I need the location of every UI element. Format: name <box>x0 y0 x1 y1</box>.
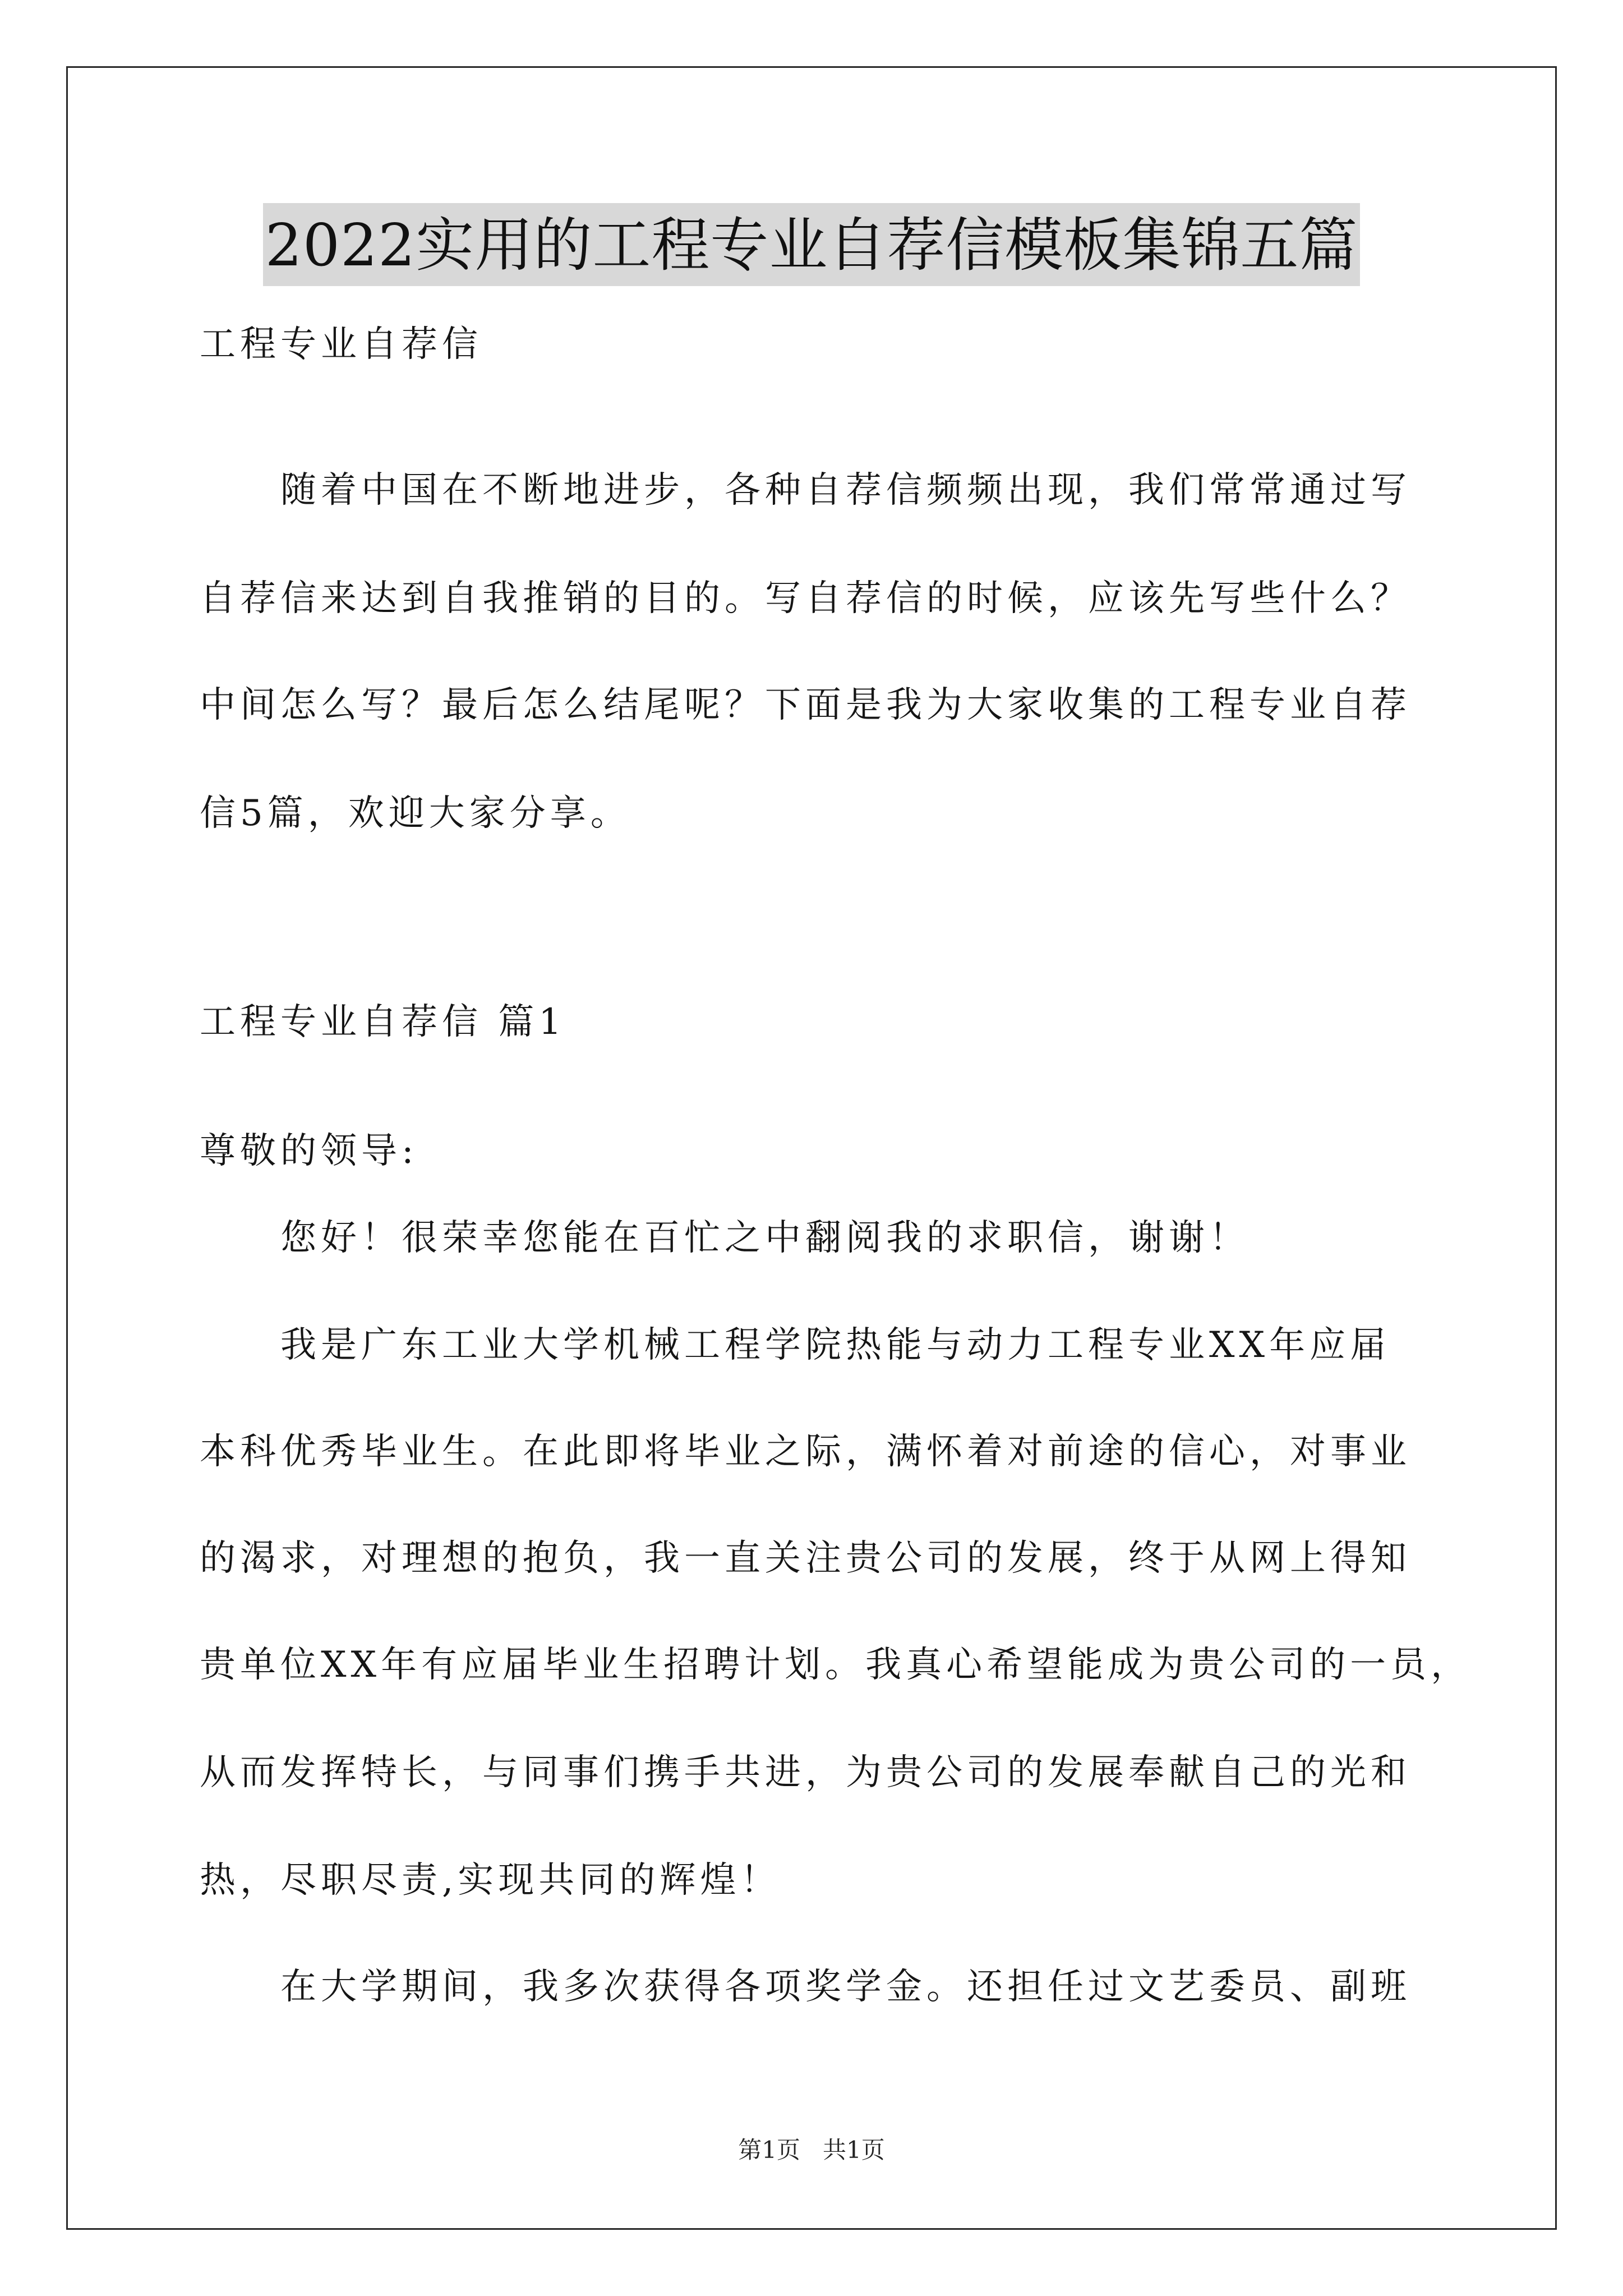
paragraph-line: 信5篇，欢迎大家分享。 <box>200 793 631 834</box>
page-footer: 第1页 共1页 <box>738 2136 885 2164</box>
paragraph-line: 本科优秀毕业生。在此即将毕业之际，满怀着对前途的信心，对事业 <box>200 1431 1411 1473</box>
paragraph-line: 贵单位XX年有应届毕业生招聘计划。我真心希望能成为贵公司的一员， <box>200 1644 1472 1686</box>
paragraph-line: 从而发挥特长，与同事们携手共进，为贵公司的发展奉献自己的光和 <box>200 1752 1411 1793</box>
salutation: 尊敬的领导: <box>200 1130 418 1172</box>
paragraph-line: 的渴求，对理想的抱负，我一直关注贵公司的发展，终于从网上得知 <box>200 1538 1411 1579</box>
paragraph-line: 在大学期间，我多次获得各项奖学金。还担任过文艺委员、副班 <box>280 1966 1411 2008</box>
paragraph-line: 热，尽职尽责,实现共同的辉煌！ <box>200 1860 781 1901</box>
paragraph-line: 自荐信来达到自我推销的目的。写自荐信的时候，应该先写些什么？ <box>200 578 1411 619</box>
document-title: 2022实用的工程专业自荐信模板集锦五篇 <box>263 203 1361 286</box>
section-heading: 工程专业自荐信 <box>200 324 482 365</box>
paragraph-line: 随着中国在不断地进步，各种自荐信频频出现，我们常常通过写 <box>280 470 1411 511</box>
letter-heading: 工程专业自荐信 篇1 <box>200 1001 566 1043</box>
paragraph-line: 中间怎么写？最后怎么结尾呢？下面是我为大家收集的工程专业自荐 <box>200 684 1411 726</box>
title-container <box>0 203 1623 286</box>
paragraph-line: 您好！很荣幸您能在百忙之中翻阅我的求职信，谢谢！ <box>280 1217 1249 1259</box>
paragraph-line: 我是广东工业大学机械工程学院热能与动力工程专业XX年应届 <box>280 1324 1391 1366</box>
